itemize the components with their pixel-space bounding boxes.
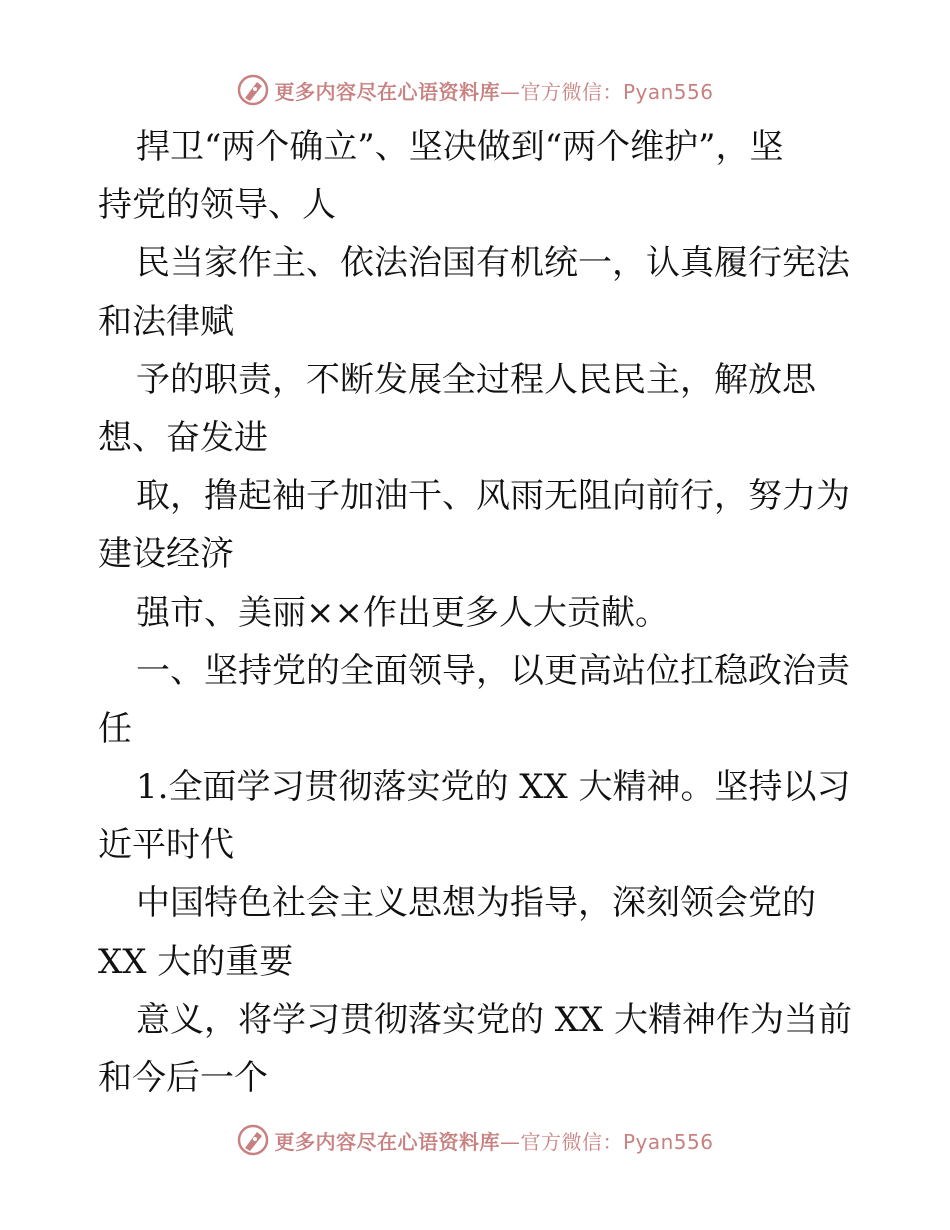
pen-nib-logo-icon [236,73,270,107]
watermark-text: 更多内容尽在心语资料库—官方微信：Pyan556 [274,1129,714,1154]
text-line: 予的职责，不断发展全过程人民民主，解放思 [136,359,816,400]
text-line: 任 [98,708,132,749]
pen-nib-logo-icon [236,1123,270,1157]
document-body [98,118,858,1107]
text-line: XX 大的重要 [98,941,294,982]
header-watermark [0,68,950,112]
text-line: 意义，将学习贯彻落实党的 XX 大精神作为当前 [136,999,853,1040]
text-line: 和今后一个 [98,1058,268,1098]
text-line: 强市、美丽××作出更多人大贡献。 [136,592,669,633]
text-line: 民当家作主、依法治国有机统一，认真履行宪法 [136,243,850,284]
text-line: 一、坚持党的全面领导，以更高站位扛稳政治责 [136,650,850,691]
text-line: 近平时代 [98,825,234,866]
text-line: 捍卫“两个确立”、坚决做到“两个维护”，坚 [136,127,784,167]
footer-watermark [0,1118,950,1162]
text-line: 和法律赋 [98,301,234,342]
text-line: 想、奋发进 [98,417,268,458]
text-line: 取，撸起袖子加油干、风雨无阻向前行，努力为 [136,476,850,517]
watermark-text: 更多内容尽在心语资料库—官方微信：Pyan556 [274,79,714,104]
text-line: 持党的领导、人 [98,185,336,226]
text-line: 中国特色社会主义思想为指导，深刻领会党的 [136,883,816,924]
text-line: 建设经济 [98,534,234,575]
text-line: 1.全面学习贯彻落实党的 XX 大精神。坚持以习 [136,767,851,808]
